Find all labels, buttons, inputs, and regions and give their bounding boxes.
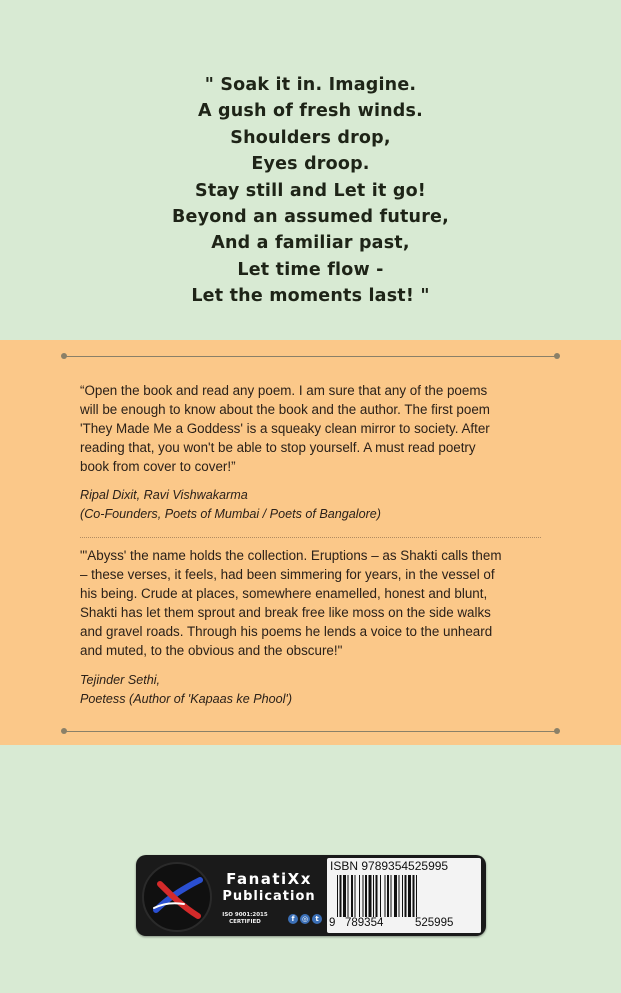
barcode-bar <box>402 875 403 917</box>
barcode-bar <box>365 875 367 917</box>
barcode-bar <box>376 875 378 917</box>
barcode-bar <box>351 875 353 917</box>
review-attribution-1 <box>80 486 381 524</box>
barcode-bar <box>348 875 349 917</box>
barcode-digit-lead: 9 <box>329 917 336 929</box>
poem-line: Shoulders drop, <box>230 127 391 148</box>
barcode-bar <box>385 875 386 917</box>
iso-number: ISO 9001:2015 <box>222 912 268 918</box>
review-author: Tejinder Sethi, <box>80 673 161 687</box>
publisher-badge <box>136 855 486 936</box>
barcode-digit-group-1: 789354 <box>345 917 384 929</box>
review-role: Poetess (Author of 'Kapaas ke Phool') <box>80 692 293 706</box>
barcode-bar <box>387 875 389 917</box>
barcode-bar <box>413 875 415 917</box>
barcode-bar <box>399 875 400 917</box>
barcode-bar <box>363 875 364 917</box>
review-line: reading that, you won't be able to stop yourself. A must read poetry <box>80 440 476 456</box>
review-line: Shakti has let them sprout and break free like moss on the side walks <box>80 605 491 621</box>
barcode-bar <box>408 875 411 917</box>
barcode-digit-group-2: 525995 <box>415 917 454 929</box>
review-line: book from cover to cover!” <box>80 459 236 475</box>
bottom-divider <box>64 731 557 732</box>
publisher-sub: Publication <box>222 889 316 904</box>
iso-certification <box>220 912 270 925</box>
poem-line: Let time flow - <box>237 259 384 280</box>
barcode-bar <box>337 875 338 917</box>
poem-line: Let the moments last! " <box>191 286 430 307</box>
review-line: and muted, to the obvious and the obscure!" <box>80 643 343 659</box>
poem-line: Eyes droop. <box>251 154 370 175</box>
review-line: will be enough to know about the book and the author. The first poem <box>80 402 490 418</box>
barcode-bar <box>343 875 346 917</box>
review-line: and gravel roads. Through his poems he lends a voice to the unheard <box>80 624 493 640</box>
barcode-bar <box>391 875 392 917</box>
iso-label: CERTIFIED <box>229 918 261 925</box>
review-quote-1 <box>80 381 550 476</box>
review-line: his being. Crude at places, somewhere enamelled, honest and blunt, <box>80 586 488 602</box>
review-author: Ripal Dixit, Ravi Vishwakarma <box>80 488 248 502</box>
facebook-icon[interactable]: f <box>288 914 298 924</box>
review-line: “Open the book and read any poem. I am sure that any of the poems <box>80 383 488 398</box>
poem-excerpt <box>0 72 621 310</box>
barcode-bar <box>340 875 342 917</box>
barcode-bar <box>373 875 374 917</box>
review-line: "'Abyss' the name holds the collection. Eruptions – as Shakti calls them <box>80 548 502 563</box>
review-line: 'They Made Me a Goddess' is a squeaky clean mirror to society. After <box>80 421 490 437</box>
poem-line: " Soak it in. Imagine. <box>204 75 417 95</box>
poem-line: And a familiar past, <box>211 233 410 254</box>
barcode-bar <box>359 875 360 917</box>
isbn-label: ISBN 9789354525995 <box>330 859 449 873</box>
review-line: – these verses, it feels, had been simmering for years, in the vessel of <box>80 567 495 583</box>
publisher-name-block <box>210 861 328 930</box>
barcode-bar <box>416 875 417 917</box>
poem-line: Stay still and Let it go! <box>195 180 426 201</box>
barcode-bar <box>369 875 372 917</box>
barcode-bar <box>380 875 381 917</box>
top-divider <box>64 356 557 357</box>
isbn-barcode <box>327 858 481 933</box>
poem-line: Beyond an assumed future, <box>172 207 449 228</box>
poem-line: A gush of fresh winds. <box>197 101 423 122</box>
review-quote-2 <box>80 546 550 661</box>
review-attribution-2 <box>80 671 292 709</box>
review-separator <box>80 537 541 538</box>
barcode-bar <box>394 875 397 917</box>
social-icons <box>288 914 322 924</box>
twitter-icon[interactable]: t <box>312 914 322 924</box>
barcode-bars <box>337 875 473 917</box>
review-role: (Co-Founders, Poets of Mumbai / Poets of Bangalore) <box>80 507 381 521</box>
publisher-brand: FanatiXx <box>226 870 312 888</box>
publisher-logo-icon <box>142 862 212 932</box>
barcode-bar <box>355 875 356 917</box>
instagram-icon[interactable]: ◎ <box>301 915 309 923</box>
barcode-bar <box>405 875 407 917</box>
